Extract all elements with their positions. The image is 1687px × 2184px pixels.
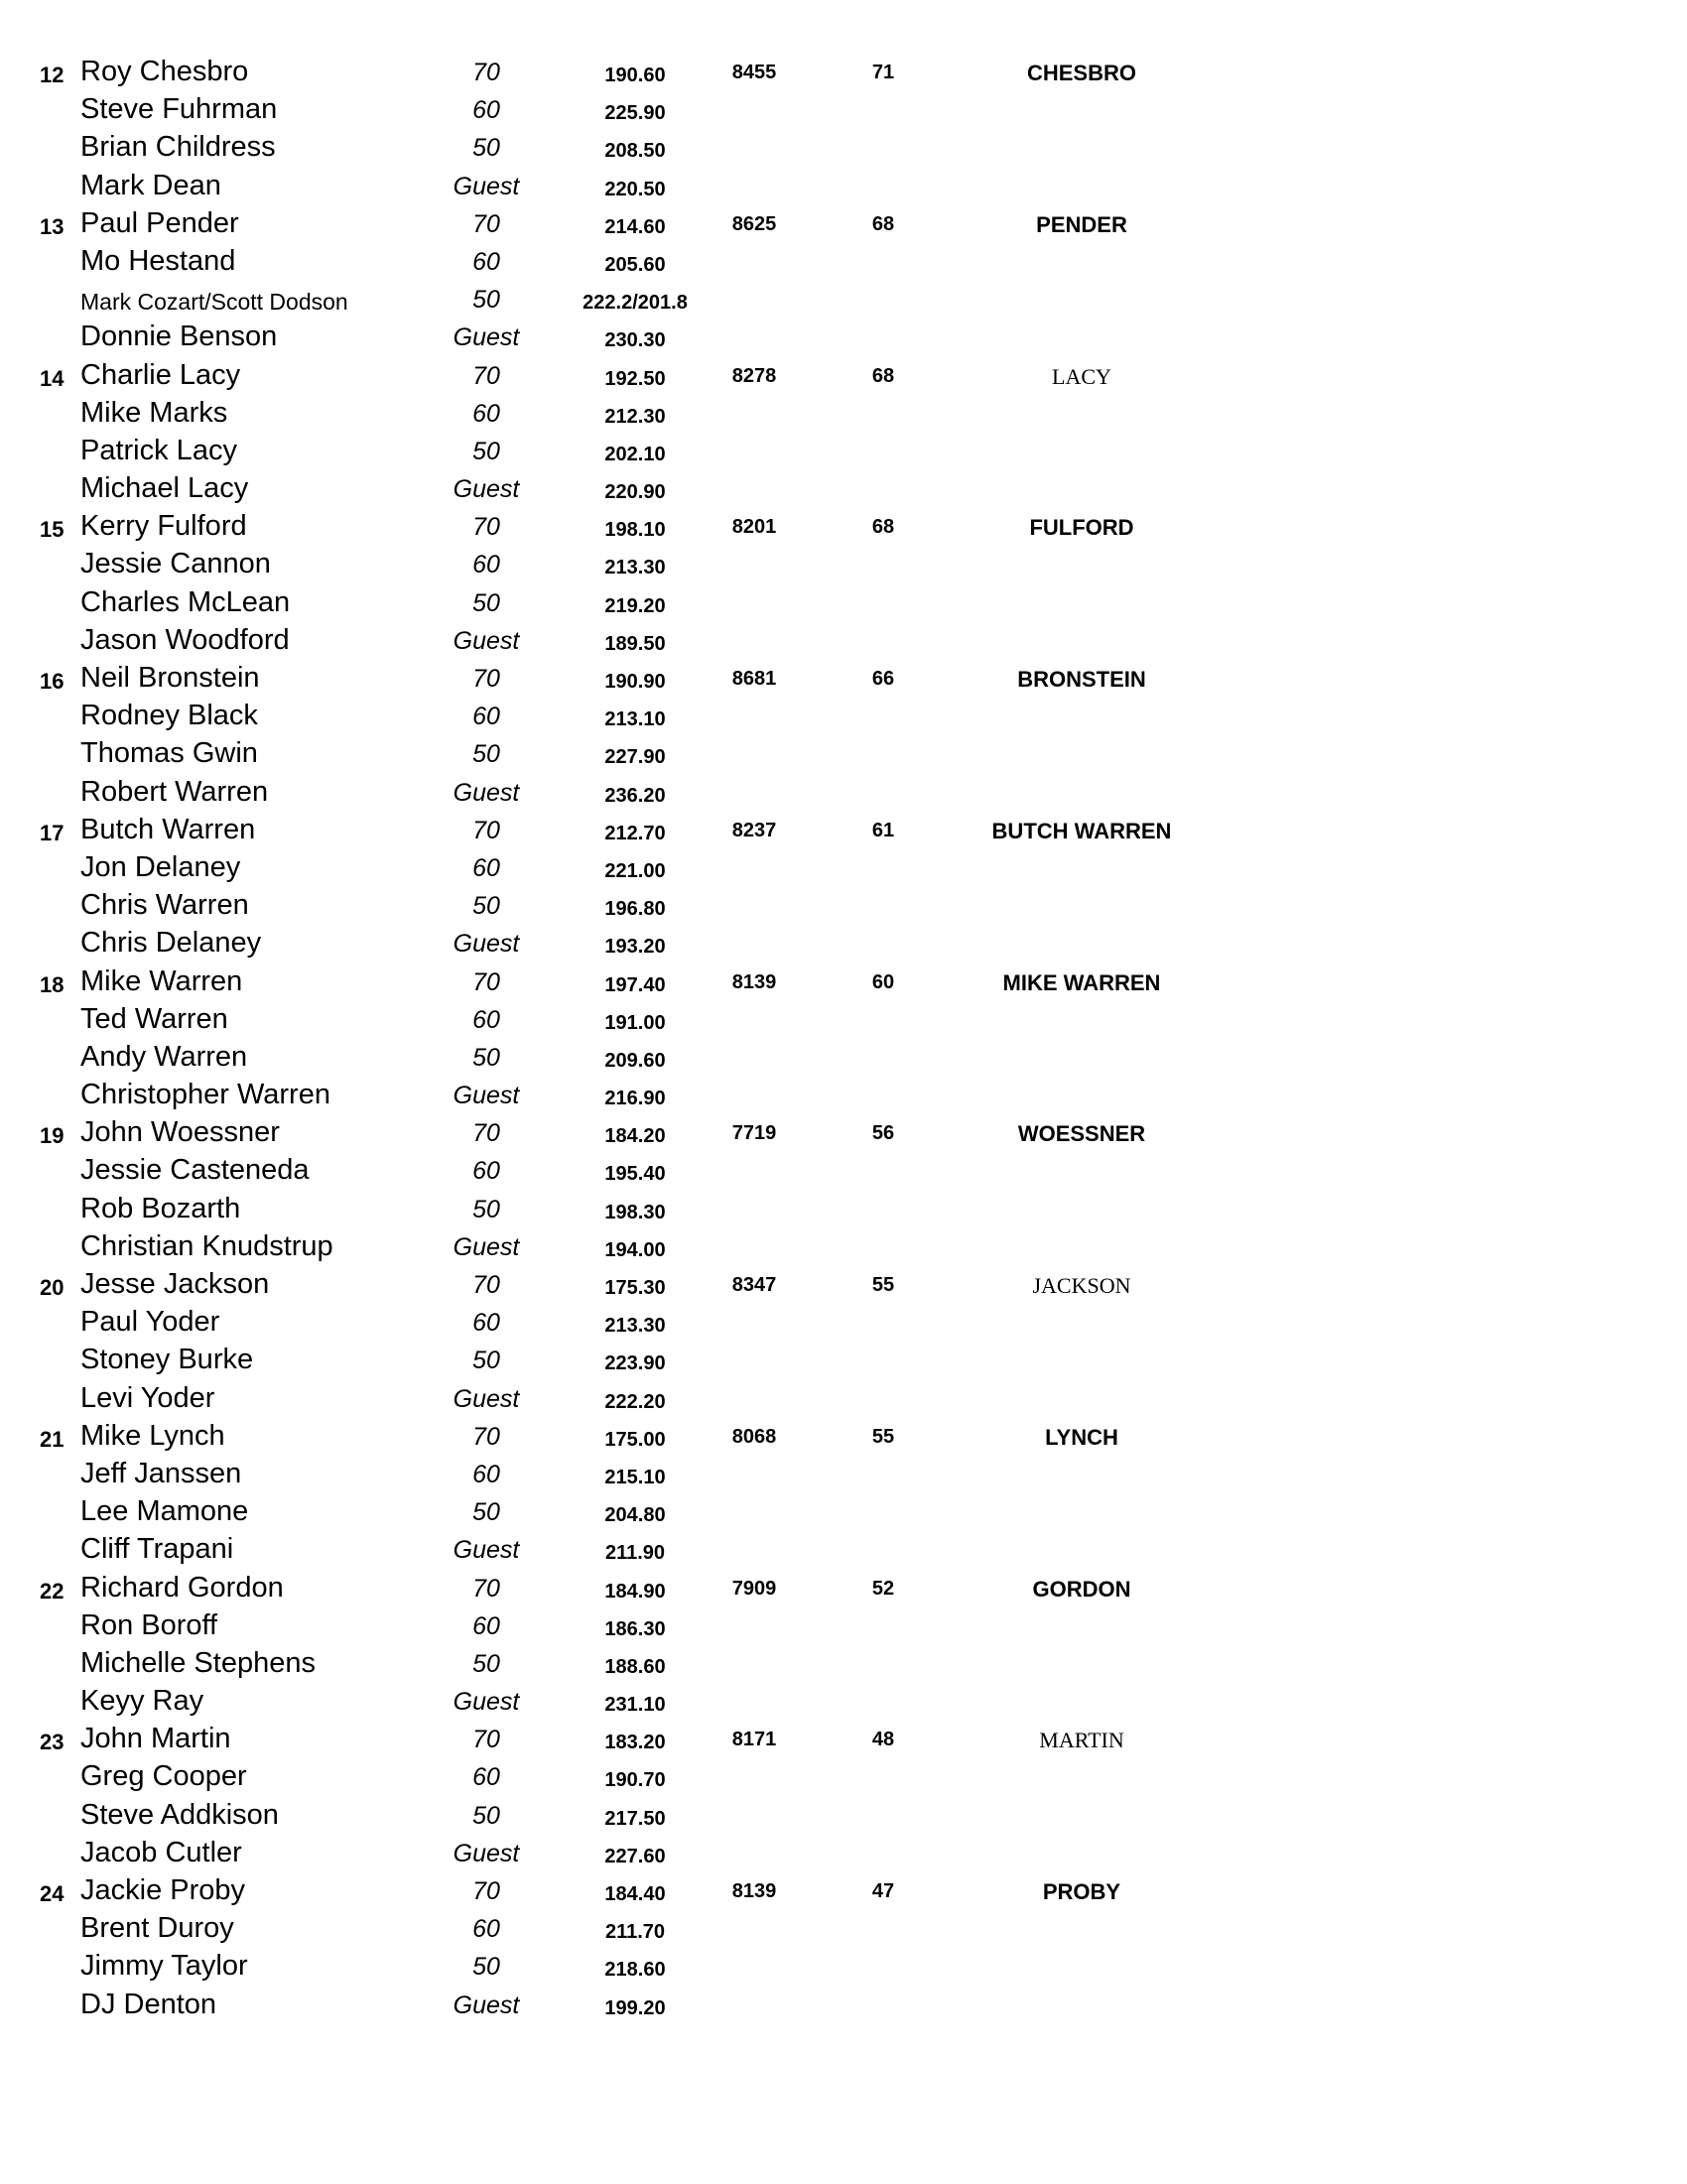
team-member-row	[0, 1150, 1687, 1188]
team-member-row	[0, 1681, 1687, 1719]
team-member-row	[0, 1946, 1687, 1984]
score: 175.00	[604, 1428, 666, 1451]
team-number: 14	[40, 365, 65, 391]
team-name: CHESBRO	[1026, 61, 1136, 85]
team-member-row	[0, 847, 1687, 885]
team-leader-row	[0, 355, 1687, 393]
score: 189.50	[604, 632, 666, 655]
score: 193.20	[604, 936, 666, 959]
score: 199.20	[604, 1996, 666, 2019]
team-total: 8681	[731, 668, 777, 690]
score: 175.30	[604, 1277, 666, 1299]
age-division: 60	[472, 1460, 500, 1488]
age-division: 60	[472, 853, 500, 882]
team-leader-row	[0, 203, 1687, 241]
score: 214.60	[604, 215, 666, 238]
team-leader-row	[0, 658, 1687, 696]
age-division: 60	[472, 96, 500, 125]
bowler-name: Ted Warren	[80, 1002, 228, 1035]
team-name: WOESSNER	[1017, 1121, 1146, 1147]
team-total: 7719	[731, 1122, 777, 1145]
score: 204.80	[604, 1504, 666, 1527]
bowler-name: Jessie Cannon	[80, 548, 271, 580]
team-points: 66	[871, 668, 895, 690]
age-division: 60	[472, 1915, 500, 1944]
team-member-row	[0, 1189, 1687, 1226]
bowler-name: Mark Cozart/Scott Dodson	[80, 289, 348, 316]
team-number: 20	[40, 1275, 65, 1300]
bowler-name: Chris Warren	[80, 889, 249, 922]
team-leader-row	[0, 1112, 1687, 1150]
bowler-name: Michael Lacy	[80, 472, 249, 505]
team-number: 12	[40, 63, 65, 87]
team-number: 13	[40, 213, 65, 239]
age-division: 60	[472, 1157, 500, 1186]
age-division: 60	[472, 1309, 500, 1338]
score: 195.40	[604, 1163, 666, 1186]
score: 212.30	[604, 405, 666, 428]
age-division: 60	[472, 703, 500, 731]
bowler-name: Mike Marks	[80, 396, 228, 429]
team-points: 47	[871, 1880, 895, 1902]
team-total: 8201	[731, 516, 777, 539]
team-member-row	[0, 1643, 1687, 1681]
age-division: Guest	[453, 172, 520, 200]
bowler-name: Rob Bozarth	[80, 1192, 241, 1224]
bowler-name: Butch Warren	[80, 813, 256, 845]
team-member-row	[0, 431, 1687, 468]
score: 227.60	[604, 1845, 666, 1867]
team-member-row	[0, 999, 1687, 1037]
team-points: 56	[871, 1122, 895, 1145]
score: 197.40	[604, 973, 666, 996]
standings-sheet	[0, 52, 1687, 2022]
score: 211.70	[604, 1921, 666, 1944]
bowler-name: Chris Delaney	[80, 927, 262, 960]
team-member-row	[0, 696, 1687, 733]
age-division: 50	[472, 588, 500, 617]
team-points: 55	[871, 1274, 895, 1296]
score: 222.2/201.8	[583, 292, 688, 315]
age-division: Guest	[453, 778, 520, 807]
score: 213.10	[604, 708, 666, 731]
team-points: 52	[871, 1577, 895, 1600]
team-total: 8171	[731, 1729, 777, 1751]
score: 236.20	[604, 784, 666, 807]
bowler-name: Ron Boroff	[80, 1608, 218, 1641]
team-leader-row	[0, 1870, 1687, 1908]
age-division: 50	[472, 1801, 500, 1830]
score: 184.20	[604, 1125, 666, 1148]
bowler-name: Jessie Casteneda	[80, 1154, 310, 1187]
bowler-name: Greg Cooper	[80, 1760, 247, 1793]
age-division: Guest	[453, 1232, 520, 1261]
team-member-row	[0, 620, 1687, 658]
score: 190.70	[604, 1769, 666, 1792]
team-name: FULFORD	[1029, 515, 1134, 541]
score: 184.90	[604, 1580, 666, 1603]
bowler-name: Steve Addkison	[80, 1798, 279, 1831]
team-leader-row	[0, 1568, 1687, 1606]
bowler-name: Jon Delaney	[80, 850, 241, 883]
team-member-row	[0, 1795, 1687, 1833]
score: 183.20	[604, 1732, 666, 1754]
bowler-name: Jesse Jackson	[80, 1268, 270, 1300]
team-total: 8068	[731, 1425, 777, 1448]
score: 217.50	[604, 1807, 666, 1830]
age-division: 70	[472, 1877, 500, 1905]
age-division: Guest	[453, 1991, 520, 2019]
team-points: 55	[871, 1425, 895, 1448]
team-number: 21	[40, 1426, 65, 1452]
team-leader-row	[0, 1416, 1687, 1454]
score: 216.90	[604, 1088, 666, 1110]
score: 218.60	[604, 1959, 666, 1982]
team-name: MIKE WARREN	[1002, 969, 1161, 995]
team-name: MARTIN	[1039, 1728, 1124, 1753]
team-member-row	[0, 1491, 1687, 1529]
team-name: BRONSTEIN	[1017, 667, 1146, 692]
team-member-row	[0, 393, 1687, 431]
team-member-row	[0, 1340, 1687, 1377]
team-member-row	[0, 166, 1687, 203]
age-division: 70	[472, 1422, 500, 1451]
age-division: 70	[472, 1271, 500, 1299]
bowler-name: Robert Warren	[80, 775, 269, 808]
team-number: 19	[40, 1123, 65, 1149]
age-division: Guest	[453, 1688, 520, 1717]
bowler-name: Roy Chesbro	[80, 56, 249, 87]
team-member-row	[0, 544, 1687, 581]
team-total: 8347	[731, 1274, 777, 1296]
team-total: 8278	[731, 364, 777, 387]
team-leader-row	[0, 962, 1687, 999]
score: 184.40	[604, 1883, 666, 1905]
bowler-name: Andy Warren	[80, 1040, 248, 1073]
bowler-name: John Woessner	[80, 1116, 280, 1149]
score: 209.60	[604, 1049, 666, 1072]
bowler-name: Charles McLean	[80, 585, 291, 618]
bowler-name: Charlie Lacy	[80, 358, 241, 391]
bowler-name: Jason Woodford	[80, 623, 290, 656]
team-member-row	[0, 127, 1687, 165]
team-member-row	[0, 89, 1687, 127]
team-member-row	[0, 733, 1687, 771]
age-division: 60	[472, 1763, 500, 1792]
team-member-row	[0, 1908, 1687, 1946]
bowler-name: Mo Hestand	[80, 244, 236, 277]
bowler-name: Rodney Black	[80, 700, 258, 732]
age-division: 60	[472, 247, 500, 276]
bowler-name: Michelle Stephens	[80, 1646, 316, 1679]
team-member-row	[0, 1302, 1687, 1340]
age-division: 60	[472, 399, 500, 428]
age-division: 50	[472, 1043, 500, 1072]
score: 192.50	[604, 367, 666, 390]
bowler-name: Levi Yoder	[80, 1381, 215, 1414]
team-total: 8625	[731, 212, 777, 235]
bowler-name: Paul Yoder	[80, 1306, 220, 1339]
score: 205.60	[604, 253, 666, 276]
team-member-row	[0, 468, 1687, 506]
score: 190.90	[604, 671, 666, 693]
bowler-name: Jackie Proby	[80, 1874, 246, 1906]
age-division: 60	[472, 1005, 500, 1034]
age-division: 70	[472, 1119, 500, 1148]
age-division: 50	[472, 286, 500, 315]
team-member-row	[0, 279, 1687, 317]
team-points: 68	[871, 212, 895, 235]
team-name: GORDON	[1032, 1576, 1131, 1602]
team-number: 24	[40, 1881, 65, 1906]
team-member-row	[0, 1756, 1687, 1794]
team-leader-row	[0, 52, 1687, 89]
bowler-name: DJ Denton	[80, 1988, 217, 2020]
age-division: Guest	[453, 475, 520, 504]
team-member-row	[0, 885, 1687, 923]
team-name: LACY	[1052, 363, 1111, 389]
bowler-name: Brent Duroy	[80, 1912, 234, 1945]
age-division: 70	[472, 361, 500, 390]
bowler-name: Donnie Benson	[80, 321, 278, 353]
score: 186.30	[604, 1617, 666, 1640]
team-member-row	[0, 923, 1687, 961]
team-name: LYNCH	[1045, 1424, 1118, 1450]
team-total: 7909	[731, 1577, 777, 1600]
score: 223.90	[604, 1352, 666, 1375]
team-number: 15	[40, 517, 65, 543]
team-name: BUTCH WARREN	[991, 818, 1172, 843]
score: 227.90	[604, 746, 666, 769]
team-name: JACKSON	[1032, 1273, 1131, 1298]
bowler-name: Thomas Gwin	[80, 737, 258, 770]
team-leader-row	[0, 1719, 1687, 1756]
team-name: PROBY	[1042, 1879, 1121, 1904]
bowler-name: Steve Fuhrman	[80, 93, 278, 126]
team-points: 68	[871, 364, 895, 387]
age-division: 50	[472, 1498, 500, 1527]
age-division: 50	[472, 740, 500, 769]
bowler-name: Christian Knudstrup	[80, 1229, 333, 1262]
score: 208.50	[604, 140, 666, 163]
bowler-name: Mike Warren	[80, 964, 243, 997]
score: 220.50	[604, 178, 666, 200]
score: 213.30	[604, 557, 666, 579]
score: 198.10	[604, 519, 666, 542]
age-division: Guest	[453, 1082, 520, 1110]
score: 220.90	[604, 481, 666, 504]
age-division: 70	[472, 816, 500, 844]
score: 222.20	[604, 1390, 666, 1413]
score: 219.20	[604, 594, 666, 617]
age-division: 70	[472, 209, 500, 238]
team-number: 17	[40, 820, 65, 845]
age-division: 70	[472, 967, 500, 996]
age-division: 70	[472, 1726, 500, 1754]
score: 211.90	[604, 1542, 666, 1565]
age-division: 50	[472, 1195, 500, 1223]
age-division: Guest	[453, 1536, 520, 1565]
bowler-name: Richard Gordon	[80, 1571, 284, 1604]
team-points: 61	[871, 819, 895, 841]
team-number: 23	[40, 1730, 65, 1755]
team-member-row	[0, 772, 1687, 810]
score: 221.00	[604, 859, 666, 882]
age-division: 70	[472, 59, 500, 86]
score: 213.30	[604, 1315, 666, 1338]
age-division: 50	[472, 1953, 500, 1982]
age-division: 60	[472, 551, 500, 579]
bowler-name: Keyy Ray	[80, 1685, 204, 1718]
team-total: 8237	[731, 819, 777, 841]
bowler-name: Jimmy Taylor	[80, 1950, 248, 1983]
bowler-name: Paul Pender	[80, 206, 239, 239]
team-member-row	[0, 1378, 1687, 1416]
age-division: Guest	[453, 323, 520, 352]
team-points: 60	[871, 970, 895, 993]
bowler-name: Stoney Burke	[80, 1344, 254, 1376]
team-member-row	[0, 1075, 1687, 1112]
team-leader-row	[0, 506, 1687, 544]
score: 231.10	[604, 1694, 666, 1717]
bowler-name: Neil Bronstein	[80, 662, 260, 694]
bowler-name: Jeff Janssen	[80, 1457, 242, 1489]
score: 230.30	[604, 329, 666, 352]
age-division: 70	[472, 513, 500, 542]
team-leader-row	[0, 810, 1687, 847]
team-total: 8139	[731, 970, 777, 993]
team-name: PENDER	[1036, 211, 1127, 237]
age-division: Guest	[453, 1384, 520, 1413]
team-number: 18	[40, 971, 65, 997]
bowler-name: Mark Dean	[80, 169, 221, 201]
age-division: 50	[472, 1347, 500, 1375]
bowler-name: Brian Childress	[80, 131, 276, 164]
team-member-row	[0, 1833, 1687, 1870]
bowler-name: Jacob Cutler	[80, 1836, 242, 1868]
score: 215.10	[604, 1466, 666, 1488]
bowler-name: Kerry Fulford	[80, 510, 247, 543]
team-total: 8139	[731, 1880, 777, 1902]
score: 196.80	[604, 898, 666, 921]
team-points: 71	[871, 62, 895, 83]
bowler-name: Mike Lynch	[80, 1419, 225, 1452]
age-division: 70	[472, 1574, 500, 1603]
team-points: 48	[871, 1729, 895, 1751]
team-points: 68	[871, 516, 895, 539]
team-total: 8455	[731, 62, 777, 83]
age-division: 50	[472, 892, 500, 921]
team-number: 22	[40, 1578, 65, 1604]
team-member-row	[0, 1037, 1687, 1075]
score: 198.30	[604, 1201, 666, 1223]
age-division: 60	[472, 1611, 500, 1640]
team-member-row	[0, 582, 1687, 620]
bowler-name: Cliff Trapani	[80, 1533, 234, 1566]
bowler-name: John Martin	[80, 1723, 231, 1755]
age-division: Guest	[453, 1839, 520, 1867]
age-division: 50	[472, 1649, 500, 1678]
team-member-row	[0, 1529, 1687, 1567]
score: 194.00	[604, 1238, 666, 1261]
score: 191.00	[604, 1011, 666, 1034]
score: 212.70	[604, 822, 666, 844]
score: 190.60	[604, 64, 666, 86]
age-division: Guest	[453, 626, 520, 655]
bowler-name: Christopher Warren	[80, 1079, 330, 1111]
team-member-row	[0, 241, 1687, 279]
bowler-name: Patrick Lacy	[80, 434, 237, 466]
score: 188.60	[604, 1655, 666, 1678]
team-leader-row	[0, 1264, 1687, 1302]
team-member-row	[0, 1454, 1687, 1491]
bowler-name: Lee Mamone	[80, 1495, 249, 1528]
age-division: 50	[472, 437, 500, 465]
age-division: 50	[472, 134, 500, 163]
team-member-row	[0, 1226, 1687, 1264]
team-member-row	[0, 317, 1687, 354]
score: 202.10	[604, 443, 666, 465]
team-member-row	[0, 1985, 1687, 2022]
team-number: 16	[40, 669, 65, 694]
score: 225.90	[604, 102, 666, 125]
team-member-row	[0, 1606, 1687, 1643]
age-division: 70	[472, 665, 500, 693]
age-division: Guest	[453, 930, 520, 959]
